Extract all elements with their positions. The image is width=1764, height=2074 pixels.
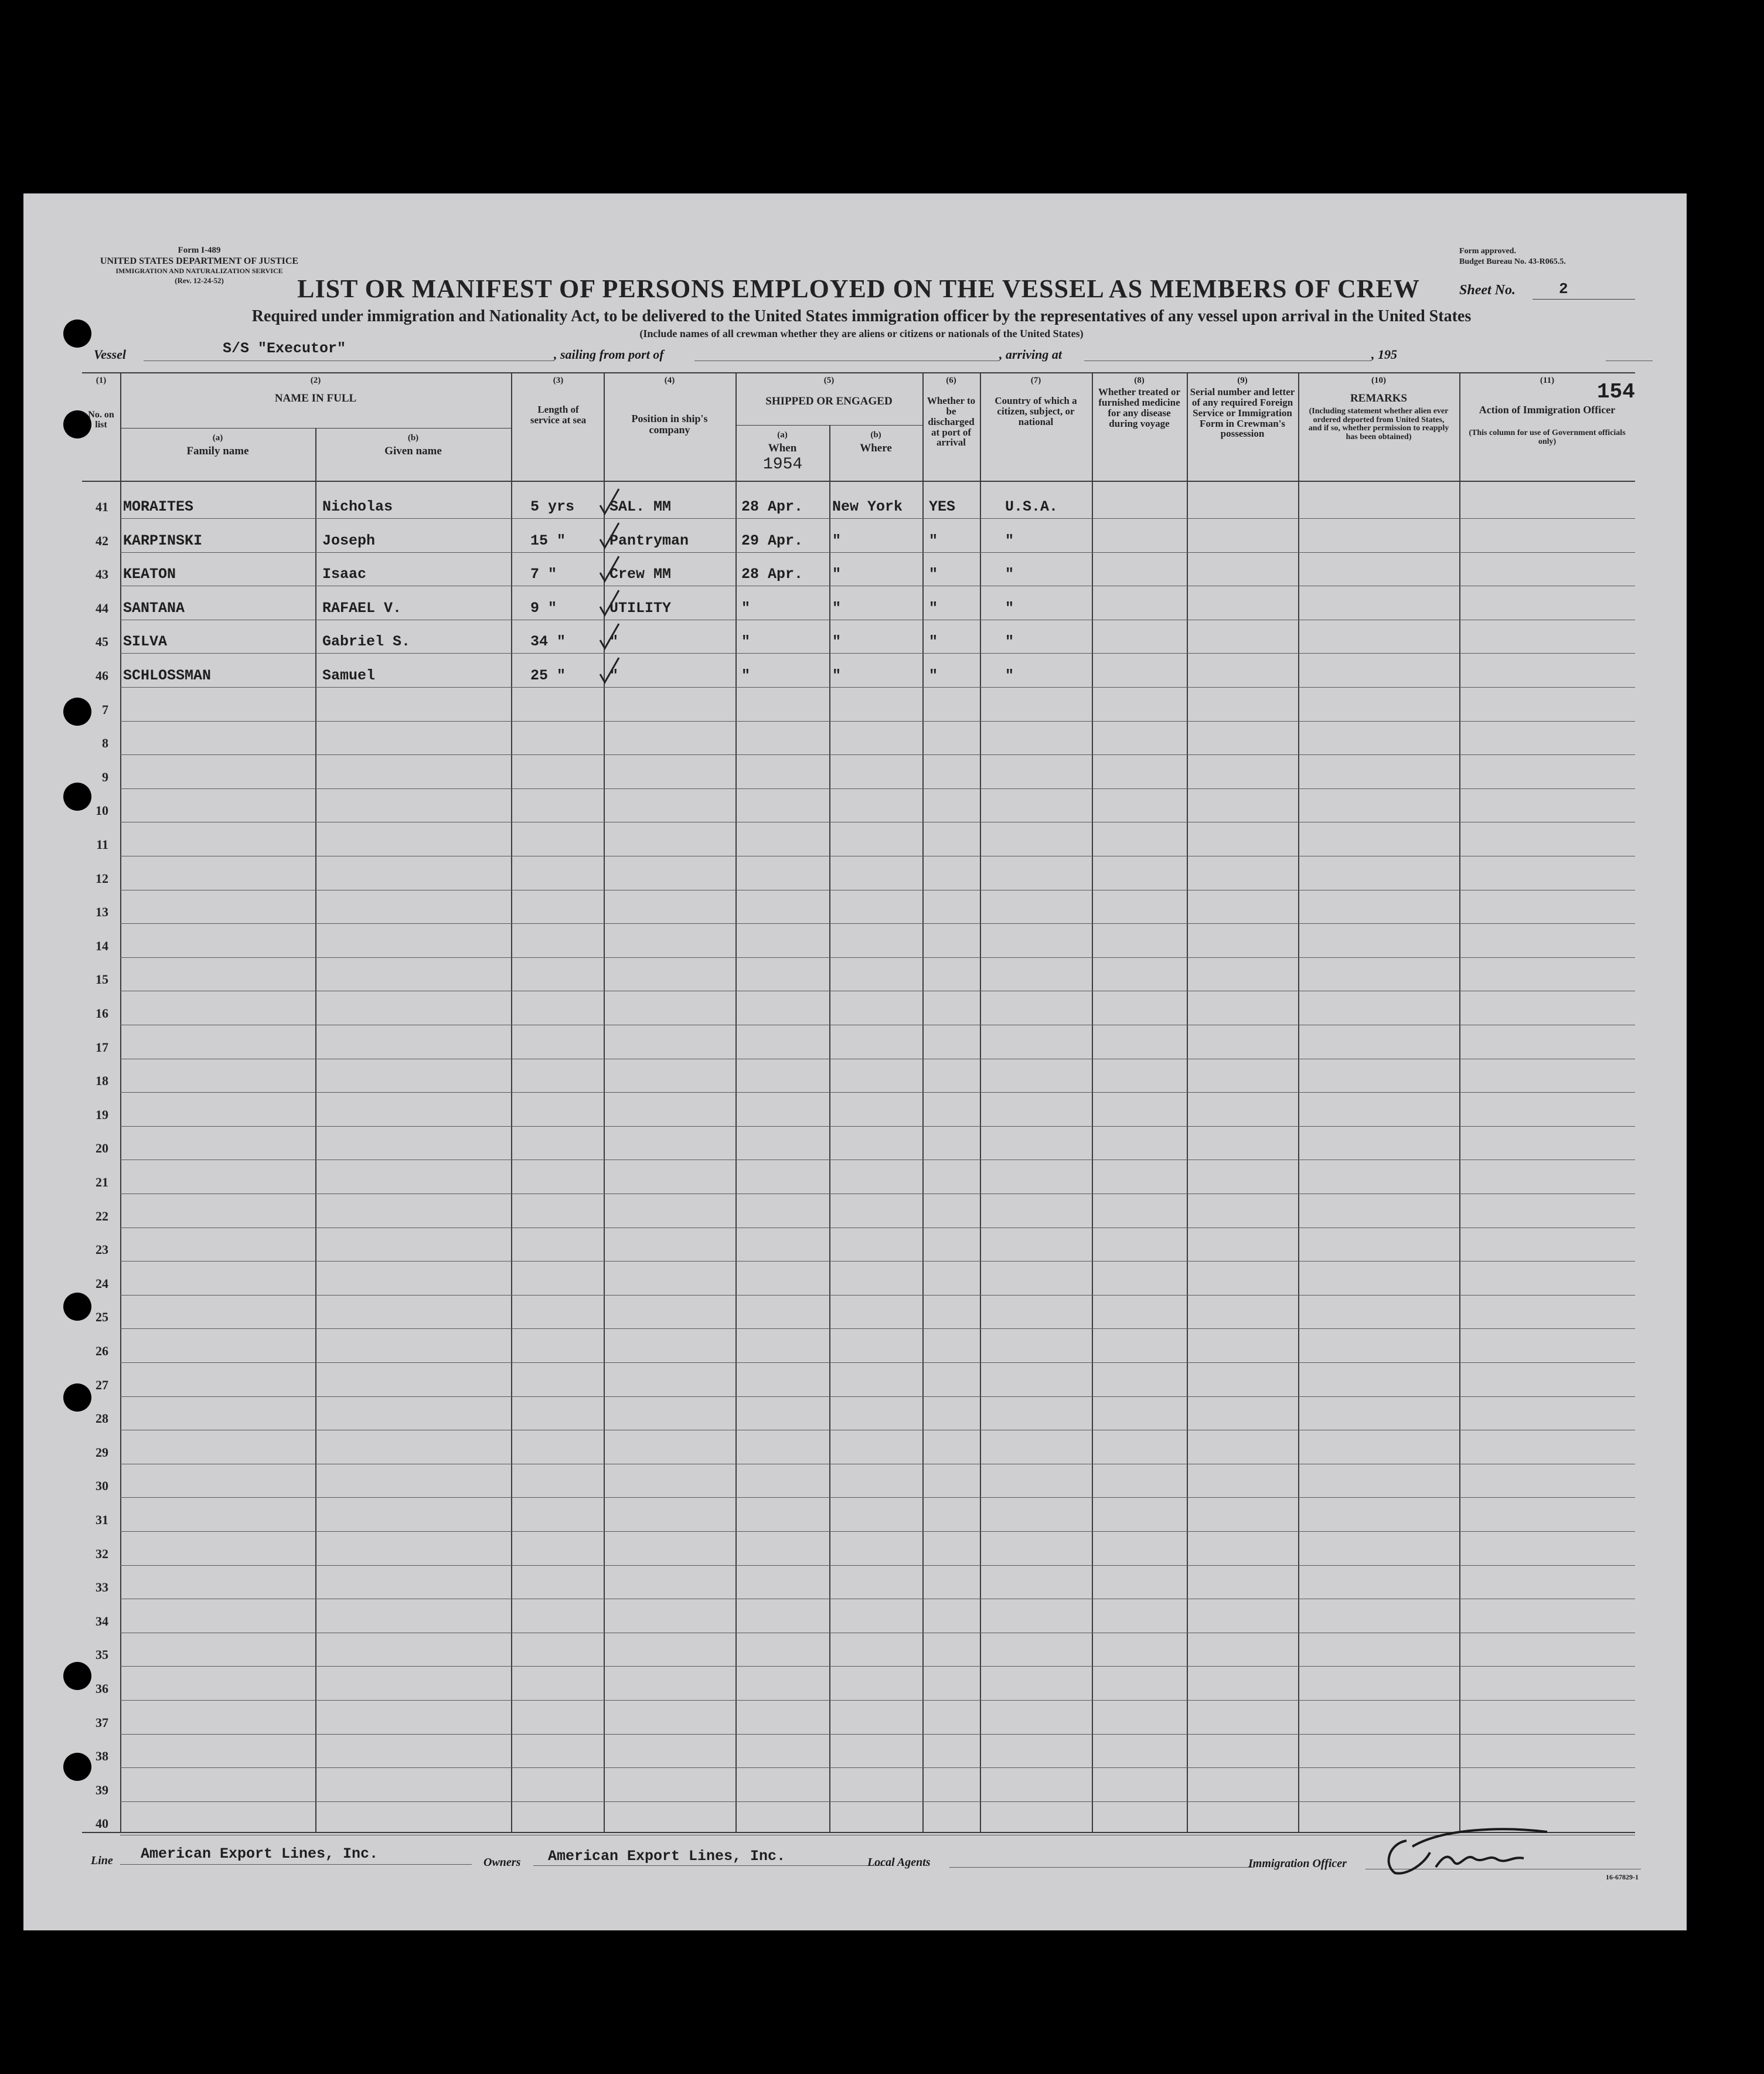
row-number: 13 xyxy=(96,905,108,920)
entry-when: 29 Apr. xyxy=(741,532,803,549)
col10-note: (Including statement whether alien ever ordered deported from United States, and if so, whether permission to reapply has been obtained) xyxy=(1308,407,1449,442)
entry-country: " xyxy=(1005,532,1014,549)
revision: (Rev. 12-24-52) xyxy=(175,276,224,285)
entry-position: " xyxy=(609,667,619,684)
row-number: 46 xyxy=(96,668,108,683)
entry-given: Joseph xyxy=(322,532,376,549)
entry-service: 9 " xyxy=(530,599,557,617)
form-number: Form I-489 xyxy=(178,246,221,255)
row-number: 15 xyxy=(96,972,108,987)
row-number: 11 xyxy=(96,837,108,852)
row-number: 41 xyxy=(96,499,108,514)
print-code: 16-67829-1 xyxy=(1606,1873,1639,1881)
entry-family: SANTANA xyxy=(123,599,185,617)
entry-discharged: YES xyxy=(929,498,956,515)
punch-hole xyxy=(63,1662,91,1690)
page-stamp: 154 xyxy=(1597,380,1635,404)
row-number: 26 xyxy=(96,1344,108,1358)
entry-family: KARPINSKI xyxy=(123,532,203,549)
department: UNITED STATES DEPARTMENT OF JUSTICE xyxy=(100,256,299,266)
row-number: 27 xyxy=(96,1377,108,1392)
entry-discharged: " xyxy=(929,599,938,617)
entry-when: 28 Apr. xyxy=(741,498,803,515)
vessel-label: Vessel xyxy=(94,347,126,362)
row-number: 36 xyxy=(96,1681,108,1696)
entry-given: Gabriel S. xyxy=(322,633,411,651)
punch-hole xyxy=(63,410,91,438)
entry-where: New York xyxy=(832,498,903,515)
subtitle: Required under immigration and Nationality Act, to be delivered to the United States immigration officer by the representatives of any vessel upon arrival in the United States xyxy=(251,307,1472,325)
entry-given: Isaac xyxy=(322,566,367,583)
col5a-year: 1954 xyxy=(763,455,803,474)
row-number: 10 xyxy=(96,803,108,818)
entry-service: 25 " xyxy=(530,667,566,684)
row-number: 18 xyxy=(96,1073,108,1089)
row-number: 30 xyxy=(96,1478,108,1494)
year-label: , 195 xyxy=(1371,347,1397,362)
col2b-header: Given name xyxy=(384,445,442,457)
check-mark-icon xyxy=(598,555,621,584)
line-value: American Export Lines, Inc. xyxy=(141,1845,379,1862)
entry-position: Pantryman xyxy=(609,532,689,549)
col10-header: REMARKS xyxy=(1350,392,1408,404)
row-number: 14 xyxy=(96,938,108,953)
sheet-label: Sheet No. xyxy=(1459,283,1516,298)
col3-number: (3) xyxy=(553,376,564,385)
col7-number: (7) xyxy=(1030,376,1041,385)
col5-number: (5) xyxy=(823,376,835,385)
col9-header: Serial number and letter of any required Foreign Service or Immigration Form in Crewman's possession xyxy=(1190,386,1295,440)
row-number: 40 xyxy=(96,1816,108,1831)
entry-where: " xyxy=(832,667,842,684)
subnote: (Include names of all crewman whether they are aliens or citizens or nationals of the United States) xyxy=(639,328,1084,339)
row-number: 32 xyxy=(96,1546,108,1561)
col2-header: NAME IN FULL xyxy=(274,392,357,404)
page-title: LIST OR MANIFEST OF PERSONS EMPLOYED ON THE VESSEL AS MEMBERS OF CREW xyxy=(297,274,1420,303)
row-number: 19 xyxy=(96,1107,108,1122)
entry-when: " xyxy=(741,599,751,617)
punch-hole xyxy=(63,783,91,811)
entry-position: Crew MM xyxy=(609,566,672,583)
entry-country: U.S.A. xyxy=(1005,498,1058,515)
entry-country: " xyxy=(1005,667,1014,684)
entry-position: UTILITY xyxy=(609,599,672,617)
entry-when: " xyxy=(741,667,751,684)
entry-service: 7 " xyxy=(530,566,557,583)
col6-header: Whether to be discharged at port of arrival xyxy=(927,395,976,448)
entry-family: KEATON xyxy=(123,566,176,583)
row-number: 9 xyxy=(102,769,108,784)
col3-header: Length of service at sea xyxy=(530,404,587,426)
sailing-label: , sailing from port of xyxy=(554,347,664,362)
vessel-name: S/S "Executor" xyxy=(223,340,346,357)
entry-where: " xyxy=(832,599,842,617)
row-number: 29 xyxy=(96,1444,108,1460)
col2a-header: Family name xyxy=(186,445,249,457)
row-number: 24 xyxy=(96,1276,108,1291)
row-number: 20 xyxy=(96,1141,108,1156)
col5b-header: Where xyxy=(860,442,892,454)
row-number: 12 xyxy=(96,871,108,886)
punch-hole xyxy=(63,698,91,726)
entry-position: SAL. MM xyxy=(609,498,672,515)
col4-header: Position in ship's company xyxy=(631,413,708,436)
entry-when: 28 Apr. xyxy=(741,566,803,583)
row-number: 38 xyxy=(96,1749,108,1764)
row-number: 35 xyxy=(96,1647,108,1662)
row-number: 39 xyxy=(96,1782,108,1797)
row-number: 16 xyxy=(96,1006,108,1021)
service: IMMIGRATION AND NATURALIZATION SERVICE xyxy=(115,267,283,275)
entry-given: RAFAEL V. xyxy=(322,599,402,617)
punch-hole xyxy=(63,1753,91,1781)
row-number: 44 xyxy=(96,600,108,616)
col11-number: (11) xyxy=(1540,376,1555,385)
row-number: 22 xyxy=(96,1208,108,1223)
entry-country: " xyxy=(1005,566,1014,583)
row-number: 21 xyxy=(96,1175,108,1189)
row-number: 31 xyxy=(96,1512,108,1527)
row-number: 33 xyxy=(96,1580,108,1595)
row-number: 28 xyxy=(96,1411,108,1426)
entry-service: 5 yrs xyxy=(530,498,575,515)
col6-number: (6) xyxy=(946,376,956,385)
col1-number: (1) xyxy=(96,376,107,385)
row-number: 17 xyxy=(96,1039,108,1055)
row-number: 37 xyxy=(96,1715,108,1730)
entry-given: Nicholas xyxy=(322,498,393,515)
col11-note: (This column for use of Government officials only) xyxy=(1469,429,1626,446)
entry-position: " xyxy=(609,633,619,651)
check-mark-icon xyxy=(598,623,621,652)
col2b-number: (b) xyxy=(407,433,419,443)
entry-discharged: " xyxy=(929,667,938,684)
entry-family: SILVA xyxy=(123,633,168,651)
col5a-number: (a) xyxy=(777,430,788,440)
arriving-label: , arriving at xyxy=(999,347,1062,362)
row-number: 45 xyxy=(96,634,108,650)
check-mark-icon xyxy=(598,657,621,686)
col2-number: (2) xyxy=(310,376,321,385)
manifest-sheet xyxy=(23,193,1687,1930)
row-number: 25 xyxy=(96,1310,108,1325)
col8-number: (8) xyxy=(1134,376,1145,385)
punch-hole xyxy=(63,1383,91,1412)
row-number: 7 xyxy=(102,702,108,717)
entry-where: " xyxy=(832,532,842,549)
budget-bureau: Budget Bureau No. 43-R065.5. xyxy=(1459,257,1566,266)
entry-where: " xyxy=(832,566,842,583)
entry-discharged: " xyxy=(929,566,938,583)
punch-hole xyxy=(63,1293,91,1321)
col9-number: (9) xyxy=(1237,376,1248,385)
entry-family: MORAITES xyxy=(123,498,194,515)
col5-header: SHIPPED OR ENGAGED xyxy=(765,395,893,407)
entry-discharged: " xyxy=(929,532,938,549)
sheet-number: 2 xyxy=(1559,280,1568,298)
entry-family: SCHLOSSMAN xyxy=(123,667,212,684)
punch-hole xyxy=(63,319,91,348)
col10-number: (10) xyxy=(1371,376,1386,385)
officer-signature xyxy=(1371,1817,1559,1882)
agents-label: Local Agents xyxy=(867,1856,931,1869)
entry-service: 34 " xyxy=(530,633,566,651)
entry-where: " xyxy=(832,633,842,651)
entry-country: " xyxy=(1005,599,1014,617)
row-number: 43 xyxy=(96,567,108,582)
check-mark-icon xyxy=(598,488,621,517)
row-number: 8 xyxy=(102,736,108,751)
entry-country: " xyxy=(1005,633,1014,651)
entry-given: Samuel xyxy=(322,667,376,684)
entry-when: " xyxy=(741,633,751,651)
entry-discharged: " xyxy=(929,633,938,651)
row-number: 42 xyxy=(96,533,108,548)
col2a-number: (a) xyxy=(212,433,223,443)
col11-header: Action of Immigration Officer xyxy=(1479,404,1616,416)
form-approval: Form approved. xyxy=(1459,247,1516,256)
col8-header: Whether treated or furnished medicine for any disease during voyage xyxy=(1098,386,1181,429)
col1-header: No. on list xyxy=(88,410,114,430)
col5b-number: (b) xyxy=(870,430,881,440)
row-number: 23 xyxy=(96,1242,108,1257)
col7-header: Country of which a citizen, subject, or national xyxy=(995,395,1077,427)
officer-label: Immigration Officer xyxy=(1248,1857,1347,1870)
col5a-header: When xyxy=(768,442,797,454)
row-number: 34 xyxy=(96,1613,108,1628)
entry-service: 15 " xyxy=(530,532,566,549)
line-label: Line xyxy=(91,1854,113,1867)
check-mark-icon xyxy=(598,589,621,618)
owners-label: Owners xyxy=(483,1856,521,1869)
owners-value: American Export Lines, Inc. xyxy=(548,1848,786,1865)
col4-number: (4) xyxy=(664,376,675,385)
check-mark-icon xyxy=(598,522,621,551)
